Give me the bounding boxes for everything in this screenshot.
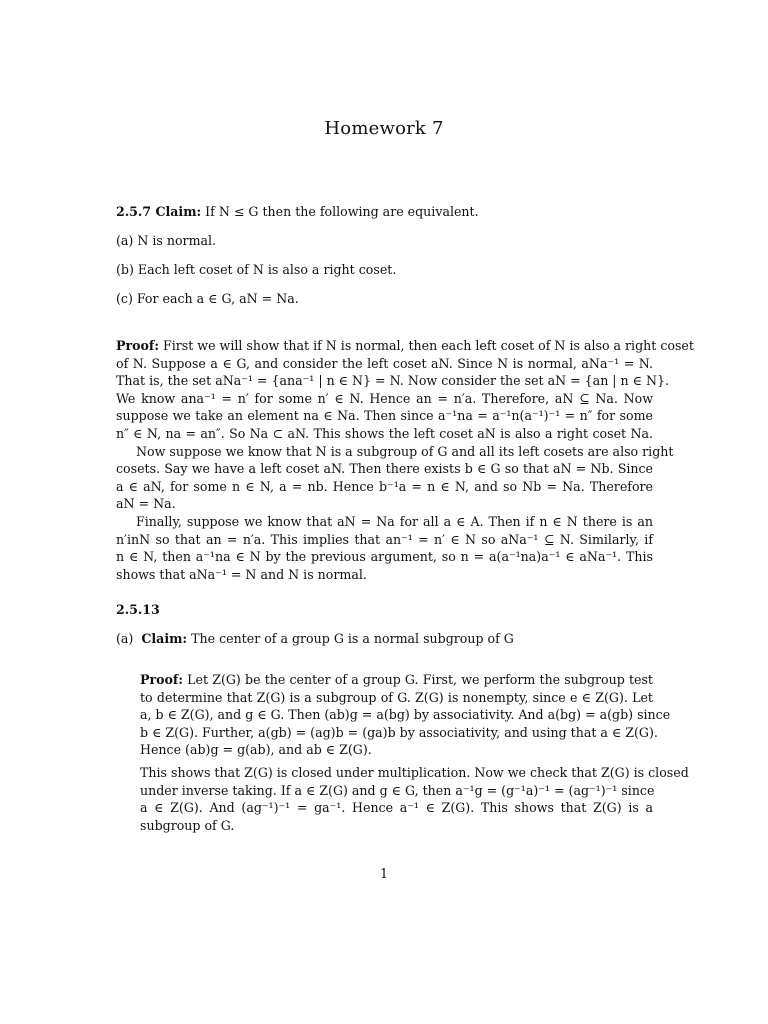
proof-2513-paragraph-1 bbox=[140, 671, 671, 759]
proof-257 bbox=[116, 337, 694, 583]
claim-257 bbox=[116, 203, 653, 221]
document-title: Homework 7 bbox=[324, 118, 444, 139]
proof-2513-line: to determine that Z(G) is a subgroup of G. Z(G) is nonempty, since e ∈ Z(G). Let bbox=[140, 689, 653, 705]
claim-2513-label: Claim: bbox=[141, 631, 188, 646]
proof-257-line: shows that aNa⁻¹ = N and N is normal. bbox=[116, 566, 367, 582]
claim-2513 bbox=[116, 630, 653, 648]
section-2513-heading: 2.5.13 bbox=[116, 602, 160, 617]
proof-2513-line: b ∈ Z(G). Further, a(gb) = (ag)b = (ga)b by associativity, and using that a ∈ Z(G). bbox=[140, 724, 658, 740]
proof-257-line: Now suppose we know that N is a subgroup of G and all its left cosets are also right bbox=[136, 443, 674, 459]
proof-2513-line: Hence (ab)g = g(ab), and ab ∈ Z(G). bbox=[140, 742, 372, 758]
proof-257-line: n″ ∈ N, na = an″. So Na ⊂ aN. This shows the left coset aN is also a right coset Na. bbox=[116, 425, 653, 441]
proof-257-line: aN = Na. bbox=[116, 496, 176, 512]
proof-257-line: of N. Suppose a ∈ G, and consider the left coset aN. Since N is normal, aNa⁻¹ = N. bbox=[116, 355, 653, 371]
proof-2513-line: subgroup of G. bbox=[140, 817, 235, 833]
claim-257-label: 2.5.7 Claim: bbox=[116, 204, 202, 219]
proof-257-line: a ∈ aN, for some n ∈ N, a = nb. Hence b⁻¹a = n ∈ N, and so Nb = Na. Therefore bbox=[116, 478, 653, 494]
part-a-prefix: (a) bbox=[116, 631, 134, 646]
claim-257-text: If N ≤ G then the following are equivalent. bbox=[201, 204, 479, 219]
claim-item-c: (c) For each a ∈ G, aN = Na. bbox=[116, 291, 299, 306]
proof-257-line: n′inN so that an = n′a. This implies that an⁻¹ = n′ ∈ N so aNa⁻¹ ⊆ N. Similarly, if bbox=[116, 531, 653, 547]
proof-2513-line: a ∈ Z(G). And (ag⁻¹)⁻¹ = ga⁻¹. Hence a⁻¹ ∈ Z(G). This shows that Z(G) is a bbox=[140, 800, 653, 816]
proof-2513-line: This shows that Z(G) is closed under multiplication. Now we check that Z(G) is closed bbox=[140, 765, 689, 780]
page-number: 1 bbox=[379, 866, 388, 881]
proof-2513-paragraph-2 bbox=[140, 764, 689, 834]
proof-257-line: cosets. Say we have a left coset aN. Then there exists b ∈ G so that aN = Nb. Since bbox=[116, 461, 653, 477]
proof-257-line: suppose we take an element na ∈ Na. Then since a⁻¹na = a⁻¹n(a⁻¹)⁻¹ = n″ for some bbox=[116, 408, 653, 424]
proof-2513-label: Proof: bbox=[140, 672, 183, 687]
proof-2513-line: a, b ∈ Z(G), and g ∈ G. Then (ab)g = a(bg) by associativity. And a(bg) = a(gb) since bbox=[140, 707, 671, 723]
claim-item-a: (a) N is normal. bbox=[116, 233, 217, 248]
proof-2513-line: under inverse taking. If a ∈ Z(G) and g ∈ G, then a⁻¹g = (g⁻¹a)⁻¹ = (ag⁻¹)⁻¹ since bbox=[140, 782, 655, 798]
proof-257-label: Proof: bbox=[116, 338, 159, 353]
proof-257-line: n ∈ N, then a⁻¹na ∈ N by the previous argument, so n = a(a⁻¹na)a⁻¹ ∈ aNa⁻¹. This bbox=[116, 549, 653, 565]
proof-2513-line: Proof: Let Z(G) be the center of a group G. First, we perform the subgroup test bbox=[140, 672, 653, 687]
proof-257-line: We know ana⁻¹ = n′ for some n′ ∈ N. Hence an = n′a. Therefore, aN ⊆ Na. Now bbox=[116, 390, 653, 406]
proof-257-line: Finally, suppose we know that aN = Na for all a ∈ A. Then if n ∈ N there is an bbox=[136, 513, 653, 529]
proof-257-line: That is, the set aNa⁻¹ = {ana⁻¹ | n ∈ N} = N. Now consider the set aN = {an | n ∈ N}. bbox=[116, 373, 670, 389]
claim-2513-text: The center of a group G is a normal subgroup of G bbox=[187, 631, 514, 646]
claim-item-b: (b) Each left coset of N is also a right coset. bbox=[116, 262, 397, 277]
proof-257-line: Proof: First we will show that if N is normal, then each left coset of N is also a right coset bbox=[116, 338, 694, 353]
